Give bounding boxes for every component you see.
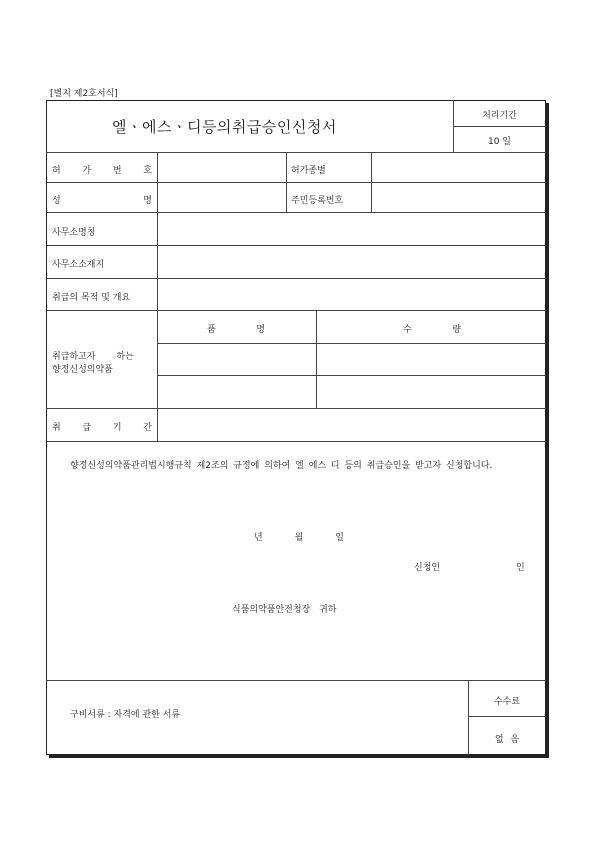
permit-number-char: 가	[82, 166, 92, 176]
resident-number-label: 주민등록번호	[291, 196, 344, 206]
handling-period-char: 기	[112, 423, 122, 433]
name-label	[52, 193, 152, 206]
name-char: 명	[143, 196, 152, 206]
quantity-char: 수	[403, 325, 412, 335]
permit-type-label: 허가종별	[291, 166, 326, 176]
substance-label-text: 취급하고자 하는	[52, 352, 134, 362]
purpose-label: 취급의 목적 및 개요	[52, 293, 131, 303]
recipient-text: 식품의약품안전청장 귀하	[232, 605, 337, 615]
form-title: 엘ㆍ에스ㆍ디등의취급승인신청서	[112, 118, 337, 136]
permit-number-char: 호	[143, 166, 152, 176]
date-day: 일	[335, 533, 344, 543]
processing-period-value: 10 일	[487, 137, 511, 147]
handling-period-char: 간	[143, 423, 152, 433]
applicant-label: 신청인	[414, 563, 441, 573]
quantity-char: 량	[452, 325, 461, 335]
date-line	[254, 530, 344, 543]
date-month: 월	[294, 533, 304, 543]
substance-label	[52, 349, 152, 362]
attachments-text: 구비서류 : 자격에 관한 서류	[70, 710, 181, 720]
office-address-label: 사무소소재지	[52, 260, 105, 270]
handling-period-label	[52, 420, 152, 433]
item-name-char: 명	[256, 325, 265, 335]
fee-value: 없 음	[494, 735, 520, 745]
permit-number-char: 허	[52, 166, 61, 176]
fee-label: 수수료	[493, 697, 521, 707]
form-label: [별지 제2호서식]	[50, 89, 118, 99]
permit-number-char: 번	[112, 166, 122, 176]
handling-period-char: 취	[52, 423, 61, 433]
item-name-header	[207, 322, 265, 335]
quantity-header	[403, 322, 461, 335]
item-name-char: 품	[207, 325, 216, 335]
date-year: 년	[254, 533, 263, 543]
processing-period-label: 처리기간	[482, 111, 517, 121]
office-name-label: 사무소명칭	[52, 228, 96, 238]
handling-period-char: 급	[82, 423, 92, 433]
substance-label-2: 향정신성의약품	[52, 365, 113, 375]
seal-label: 인	[516, 563, 525, 573]
statement-text: 향정신성의약품관리법시행규칙 제2조의 규정에 의하여 엘 에스 디 등의 취급승인을 받고자 신청합니다.	[70, 461, 493, 471]
permit-number-label	[52, 163, 152, 176]
name-char: 성	[52, 196, 61, 206]
